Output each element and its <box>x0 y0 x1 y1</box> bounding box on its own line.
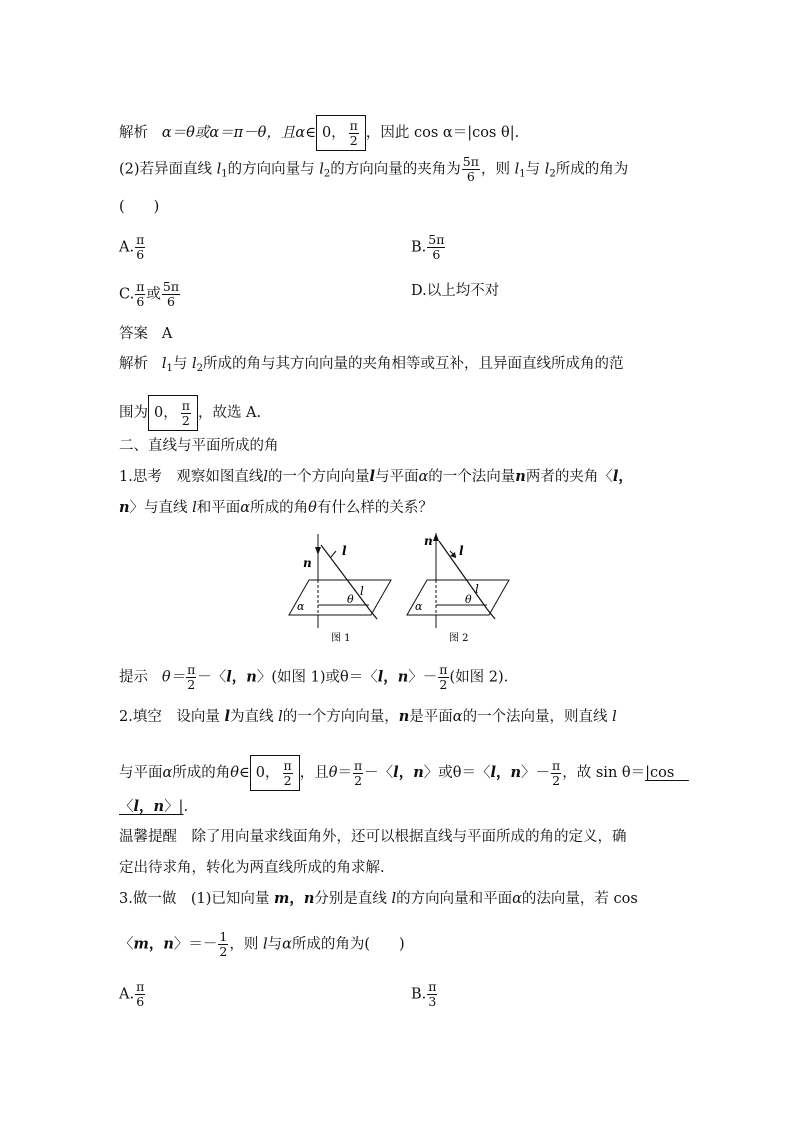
analysis-line-3 <box>119 395 261 431</box>
text-fragment: ＝ <box>337 765 352 781</box>
text-fragment: l <box>369 468 375 485</box>
text-fragment: 2 <box>439 677 448 692</box>
text-fragment: π <box>552 757 561 773</box>
text-fragment: l <box>133 798 140 815</box>
text-fragment: π <box>439 662 448 677</box>
text-fragment: 是平面 <box>409 709 453 725</box>
text-fragment: (2)若异面直线 <box>119 161 217 178</box>
text-fragment: 〉与直线 <box>129 500 193 516</box>
text-fragment: 2 <box>323 168 331 180</box>
fill-blank-answer-cont <box>119 799 183 815</box>
l-line-label: l <box>475 582 479 596</box>
text-fragment: 与平面 <box>119 765 163 781</box>
interval-bracket <box>148 395 198 431</box>
text-fragment: l <box>191 356 197 372</box>
text-fragment: π <box>349 117 358 133</box>
text-fragment: l <box>391 891 397 907</box>
text-fragment: 与平面 <box>375 469 419 485</box>
hint-line <box>119 663 508 692</box>
interval-bracket <box>316 115 366 151</box>
text-fragment: 5π <box>428 232 445 247</box>
text-fragment: l <box>319 161 324 178</box>
text-fragment: 2 <box>354 772 363 788</box>
section-title: 二、直线与平面所成的角 <box>119 438 279 454</box>
text-fragment: 5π <box>462 154 479 169</box>
text-fragment: ，且 <box>299 765 329 781</box>
text-fragment: 〉或θ＝〈 <box>423 765 491 781</box>
text-fragment: 〉| <box>164 799 184 815</box>
question-3-line-2 <box>119 930 405 959</box>
text-fragment: π <box>136 232 145 247</box>
text-fragment: 与 <box>525 161 545 178</box>
fraction <box>462 155 480 184</box>
theta-label: θ <box>347 593 354 606</box>
text-fragment: 6 <box>136 247 145 262</box>
text-fragment: 0， $\frac{\pi}{2}$ <box>321 117 358 148</box>
text-fragment: π <box>283 757 292 773</box>
text-fragment: 〉－ <box>408 669 438 686</box>
text-fragment <box>427 233 445 262</box>
text-fragment: 与 <box>267 936 283 953</box>
text-fragment <box>154 396 192 430</box>
text-fragment <box>181 399 191 428</box>
text-fragment: ，则 <box>480 161 515 178</box>
text-fragment: 6 <box>432 247 441 262</box>
text-fragment: ∈ <box>239 765 250 781</box>
text-fragment: 或 <box>146 286 161 303</box>
text-fragment: 2 <box>349 132 358 148</box>
text-fragment: 〉－ <box>521 765 551 781</box>
l-line-label: l <box>360 584 364 598</box>
text-fragment <box>283 759 293 788</box>
figure-1-caption: 图 1 <box>331 633 351 644</box>
tip-label: 温馨提醒 <box>119 829 177 845</box>
text-fragment: n <box>515 468 526 485</box>
figure-2-caption: 图 2 <box>449 633 469 644</box>
text-fragment: l <box>226 668 232 686</box>
text-fragment: 有什么样的关系？ <box>316 500 433 516</box>
text-fragment: 1 <box>166 363 173 374</box>
text-fragment: ， <box>148 935 164 953</box>
text-fragment: α <box>240 500 251 516</box>
text-fragment <box>135 233 145 262</box>
question-2-fill-line-3 <box>119 797 188 817</box>
text-fragment: l <box>612 468 619 485</box>
text-fragment: 3.做一做 (1)已知向量 <box>119 891 274 907</box>
text-fragment: . <box>183 799 189 815</box>
text-fragment: 的方向向量和平面 <box>396 891 513 907</box>
text-fragment: －〈 <box>197 669 227 686</box>
n-label: n <box>424 534 433 548</box>
text-fragment: B. <box>411 986 427 1003</box>
text-fragment: A. <box>119 986 135 1003</box>
text-fragment: 的一个法向量 <box>428 469 516 485</box>
text-fragment: 3 <box>428 994 437 1009</box>
text-fragment: 5π <box>162 279 180 294</box>
text-fragment: l <box>514 161 520 178</box>
text-fragment: l <box>192 500 197 516</box>
text-fragment: 围为 <box>119 405 148 421</box>
interval-bracket <box>250 755 300 791</box>
text-fragment <box>353 759 363 788</box>
text-fragment: －〈 <box>364 765 394 781</box>
question-1-line-1 <box>119 467 633 487</box>
text-fragment: n <box>397 668 409 686</box>
text-fragment: 1 <box>219 929 228 944</box>
text-fragment: 〉＝－ <box>173 936 218 953</box>
analysis-label: 解析 <box>119 125 148 141</box>
text-fragment <box>256 756 294 790</box>
l-vector-label: l <box>459 544 464 558</box>
figure-1 <box>289 534 391 644</box>
text-fragment <box>438 663 448 692</box>
text-fragment: 分别是直线 <box>314 891 392 907</box>
text-fragment <box>427 980 437 1009</box>
fill-blank-answer: |cos <box>645 765 689 781</box>
text-fragment: ，故选 A. <box>197 405 262 421</box>
text-fragment: 2.填空 设向量 <box>119 709 225 725</box>
text-fragment <box>135 980 145 1009</box>
text-fragment: m <box>273 890 290 907</box>
text-fragment: l <box>161 356 167 372</box>
text-fragment: π <box>187 662 196 677</box>
text-fragment: α <box>452 709 463 725</box>
text-fragment: ， <box>383 668 398 686</box>
text-fragment: 2 <box>196 363 203 374</box>
text-fragment: α <box>162 765 173 781</box>
text-fragment: α <box>512 891 522 907</box>
text-fragment: 2 <box>219 944 228 959</box>
question-3-line-1 <box>119 889 638 909</box>
text-fragment: ， <box>231 668 247 686</box>
text-fragment: B. <box>411 239 427 256</box>
text-fragment: A. <box>119 239 135 256</box>
text-fragment: π <box>428 979 437 994</box>
text-fragment: n <box>510 764 522 781</box>
n-label: n <box>303 556 312 570</box>
option-c <box>119 280 181 309</box>
text-fragment: 2 <box>283 772 292 788</box>
text-fragment: n <box>398 708 410 725</box>
text-fragment: ，故 sin θ＝ <box>562 765 646 781</box>
text-fragment: 1 <box>221 168 228 180</box>
text-fragment: ， <box>289 890 304 907</box>
text-fragment: l <box>263 469 268 485</box>
text-fragment: 〉(如图 1)或θ＝〈 <box>256 669 378 686</box>
text-fragment: 的法向量，若 cos <box>521 891 638 907</box>
figure-2 <box>407 533 509 644</box>
text-fragment: ， <box>139 798 154 815</box>
option-b-2 <box>411 980 438 1009</box>
text-fragment: 的一个方向向量 <box>267 469 370 485</box>
text-fragment: n <box>163 935 174 953</box>
text-fragment: 所成的角为( ) <box>291 936 405 953</box>
text-fragment: 除了用向量求线面角外，还可以根据直线与平面所成的角的定义，确 <box>177 829 627 845</box>
text-fragment: α <box>418 469 429 485</box>
analysis-line-2 <box>119 354 623 379</box>
hint-label: 提示 <box>119 669 148 686</box>
text-fragment: l <box>490 764 496 781</box>
text-fragment: l <box>377 668 384 686</box>
text-fragment: l <box>278 709 283 725</box>
text-fragment: 0， <box>255 765 280 781</box>
text-fragment: 〈 <box>119 936 134 953</box>
option-a <box>119 233 146 262</box>
text-fragment: 6 <box>136 294 145 309</box>
text-fragment: π <box>181 397 190 413</box>
text-fragment: π <box>136 979 145 994</box>
text-fragment: l <box>544 161 550 178</box>
text-fragment: l <box>262 936 268 953</box>
text-fragment: C. <box>119 286 135 303</box>
theta-label: θ <box>465 593 472 606</box>
text-fragment: 所成的角为 <box>555 161 629 178</box>
alpha-label: α <box>297 600 305 613</box>
text-fragment: 所成的角与其方向向量的夹角相等或互补，且异面直线所成角的范 <box>202 356 624 372</box>
text-fragment: 2 <box>181 412 190 428</box>
answer-value: A <box>161 326 173 342</box>
option-d: D.以上均不对 <box>411 283 500 299</box>
text-fragment: θ <box>328 765 338 781</box>
l-vector-label: l <box>342 544 347 558</box>
text-fragment: l <box>216 161 222 178</box>
text-fragment: 2 <box>549 168 556 180</box>
text-fragment: 与 <box>172 356 192 372</box>
tip-line-1 <box>119 827 627 847</box>
question-2-line <box>119 155 628 185</box>
text-fragment: θ＝ <box>161 669 186 686</box>
text-fragment <box>186 663 196 692</box>
answer-line <box>119 324 172 344</box>
text-fragment: α <box>282 936 292 953</box>
text-fragment: 的方向向量与 <box>227 161 320 178</box>
option-b <box>411 233 446 262</box>
alpha-label: α <box>415 600 423 613</box>
text-fragment: n <box>153 798 165 815</box>
text-fragment: ， <box>495 764 511 781</box>
text-fragment: ， <box>398 764 414 781</box>
text-fragment <box>551 759 561 788</box>
figure-line-plane <box>285 533 515 648</box>
text-fragment: 和平面 <box>196 500 241 516</box>
text-fragment: n <box>119 499 130 516</box>
text-fragment: 所成的角 <box>250 500 309 516</box>
question-2-fill-line-2 <box>119 755 689 791</box>
text-fragment: 两者的夹角〈 <box>525 469 613 485</box>
text-fragment: θ <box>308 500 317 516</box>
text-fragment: n <box>246 668 257 686</box>
text-fragment: 2 <box>552 772 561 788</box>
text-fragment: l <box>612 709 617 725</box>
text-fragment: 6 <box>466 169 475 184</box>
text-fragment: π <box>136 279 145 294</box>
text-fragment: 1 <box>519 168 526 180</box>
text-fragment: l <box>224 708 230 725</box>
text-fragment: 的一个方向向量， <box>282 709 399 725</box>
text-fragment <box>135 280 145 309</box>
tip-line-2: 定出待求角，转化为两直线所成的角求解. <box>119 860 385 876</box>
fraction <box>349 119 359 148</box>
answer-paren: ( ) <box>119 199 160 215</box>
answer-label: 答案 <box>119 326 148 342</box>
text-fragment: n <box>303 890 315 907</box>
question-2-fill-line-1 <box>119 707 617 727</box>
question-1-line-2 <box>119 498 433 518</box>
analysis-line-1: 解析 α＝θ或α＝π－θ，且α∈ 0， $\frac{\pi}{2}$ ，因此 cos α＝|cos θ|. <box>119 115 519 151</box>
text-fragment: 所成的角 <box>172 765 231 781</box>
option-a-2 <box>119 980 146 1009</box>
text-fragment <box>218 930 228 959</box>
text-fragment: 为直线 <box>229 709 279 725</box>
text-fragment: ，则 <box>229 936 263 953</box>
text-fragment: 〈 <box>119 799 134 815</box>
text-fragment <box>162 280 180 309</box>
text-fragment: ， <box>618 468 633 485</box>
text-fragment: m <box>133 935 149 953</box>
text-fragment: n <box>413 764 424 781</box>
text-fragment: 6 <box>167 294 175 309</box>
text-fragment: 1.思考 观察如图直线 <box>119 469 264 485</box>
text-fragment: θ <box>230 765 240 781</box>
text-fragment: 2 <box>187 677 196 692</box>
text-fragment: π <box>353 757 363 773</box>
text-fragment: (如图 2). <box>449 669 509 686</box>
text-fragment: 的一个法向量，则直线 <box>462 709 613 725</box>
text-fragment: 解析 <box>119 356 148 372</box>
text-fragment: 6 <box>136 994 145 1009</box>
text-fragment: 的方向向量的夹角为 <box>330 161 461 178</box>
text-fragment: l <box>393 764 399 781</box>
text-fragment: 0， <box>154 405 178 421</box>
